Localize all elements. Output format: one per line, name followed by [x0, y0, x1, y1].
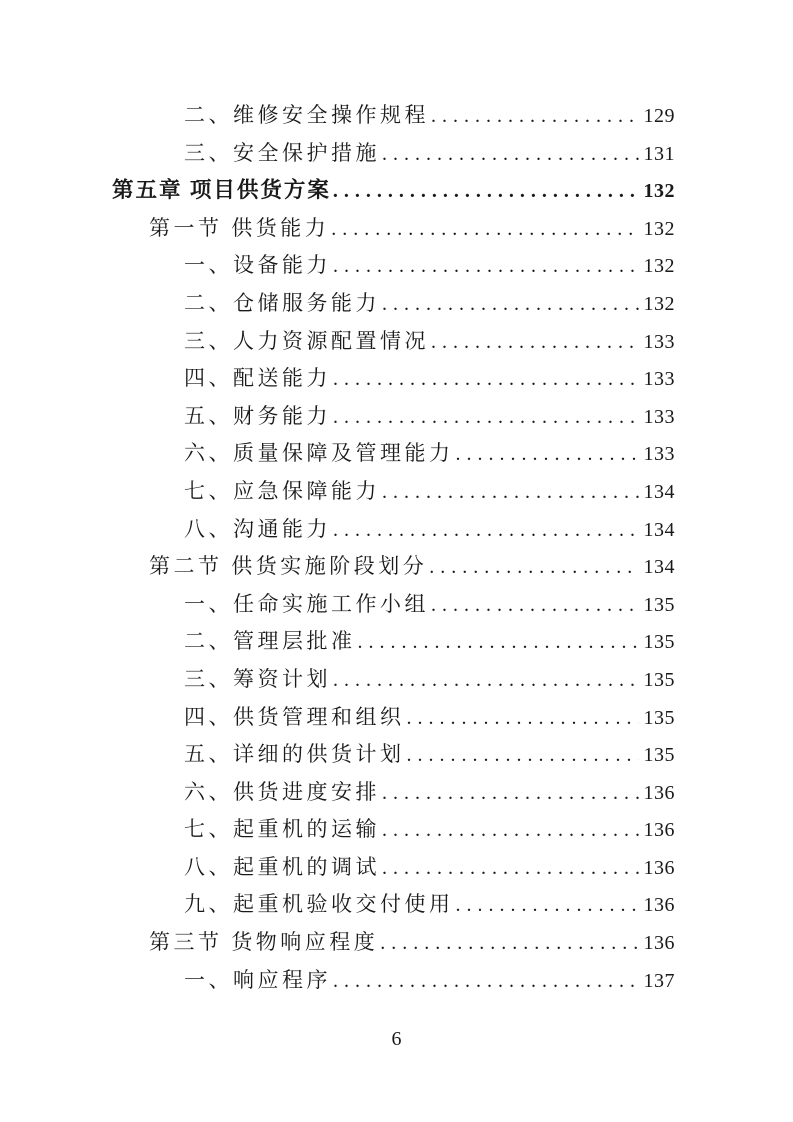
toc-entry-label: 六、质量保障及管理能力 — [184, 441, 454, 466]
toc-entry-page-number: 132 — [643, 180, 675, 203]
toc-entry[interactable] — [112, 886, 675, 924]
toc-entry-label: 七、应急保障能力 — [184, 478, 380, 503]
toc-dot-leader — [331, 211, 638, 249]
toc-entry-page-number: 135 — [643, 631, 675, 654]
toc-entry-page-number: 135 — [643, 706, 675, 729]
toc-entry-page-number: 135 — [643, 744, 675, 767]
toc-entry[interactable] — [112, 774, 675, 812]
toc-entry[interactable] — [112, 548, 675, 586]
toc-dot-leader — [407, 700, 639, 738]
toc-entry-label: 九、起重机验收交付使用 — [184, 892, 454, 917]
toc-entry-page-number: 132 — [643, 255, 675, 278]
toc-entry-label: 二、管理层批准 — [184, 629, 356, 654]
footer-page-number: 6 — [391, 1028, 402, 1050]
toc-dot-leader — [382, 775, 639, 813]
toc-entry[interactable] — [112, 736, 675, 774]
toc-entry[interactable] — [112, 924, 675, 962]
toc-dot-leader — [382, 812, 639, 850]
toc-dot-leader — [429, 549, 638, 587]
toc-dot-leader — [380, 925, 638, 963]
table-of-contents — [112, 97, 675, 999]
toc-entry-label: 六、供货进度安排 — [184, 779, 380, 804]
toc-entry-page-number: 131 — [643, 142, 675, 165]
toc-entry[interactable] — [112, 135, 675, 173]
toc-entry-page-number: 133 — [643, 405, 675, 428]
toc-dot-leader — [382, 136, 639, 174]
toc-entry-page-number: 136 — [643, 894, 675, 917]
toc-entry-page-number: 132 — [643, 292, 675, 315]
toc-entry-label: 一、响应程序 — [184, 967, 331, 992]
toc-dot-leader — [333, 248, 639, 286]
toc-entry[interactable] — [112, 323, 675, 361]
toc-dot-leader — [333, 173, 639, 211]
toc-entry-page-number: 136 — [643, 819, 675, 842]
toc-entry-page-number: 136 — [643, 781, 675, 804]
toc-entry-label: 第二节 供货实施阶段划分 — [149, 554, 428, 579]
toc-dot-leader — [456, 436, 639, 474]
toc-dot-leader — [333, 662, 639, 700]
toc-entry-page-number: 134 — [643, 556, 675, 579]
toc-entry-label: 一、任命实施工作小组 — [184, 591, 429, 616]
toc-entry[interactable] — [112, 586, 675, 624]
toc-dot-leader — [333, 512, 639, 550]
toc-entry[interactable] — [112, 473, 675, 511]
toc-entry[interactable] — [112, 811, 675, 849]
toc-entry-page-number: 137 — [643, 969, 675, 992]
toc-dot-leader — [333, 399, 639, 437]
toc-entry-label: 七、起重机的运输 — [184, 817, 380, 842]
toc-dot-leader — [382, 286, 639, 324]
toc-entry-label: 三、安全保护措施 — [184, 140, 380, 165]
toc-entry-label: 四、供货管理和组织 — [184, 704, 405, 729]
toc-entry-page-number: 135 — [643, 668, 675, 691]
toc-entry[interactable] — [112, 661, 675, 699]
toc-dot-leader — [382, 850, 639, 888]
toc-entry-page-number: 136 — [643, 932, 675, 955]
toc-dot-leader — [456, 887, 639, 925]
toc-entry-page-number: 133 — [643, 443, 675, 466]
toc-entry[interactable] — [112, 699, 675, 737]
toc-entry-page-number: 129 — [643, 105, 675, 127]
toc-dot-leader — [431, 98, 639, 136]
toc-entry[interactable] — [112, 210, 675, 248]
toc-entry-label: 八、起重机的调试 — [184, 854, 380, 879]
toc-dot-leader — [407, 737, 639, 775]
toc-entry-page-number: 134 — [643, 480, 675, 503]
toc-dot-leader — [333, 963, 639, 1001]
page-footer — [0, 1028, 793, 1051]
toc-dot-leader — [431, 324, 639, 362]
toc-entry-label: 第五章 项目供货方案 — [112, 178, 331, 203]
toc-dot-leader — [358, 624, 639, 662]
toc-entry-label: 三、筹资计划 — [184, 666, 331, 691]
toc-dot-leader — [333, 361, 639, 399]
toc-entry[interactable] — [112, 398, 675, 436]
toc-entry[interactable] — [112, 849, 675, 887]
toc-entry-page-number: 133 — [643, 330, 675, 353]
toc-entry-page-number: 132 — [643, 217, 675, 240]
toc-entry[interactable] — [112, 97, 675, 135]
toc-entry[interactable] — [112, 360, 675, 398]
toc-entry[interactable] — [112, 511, 675, 549]
toc-entry[interactable] — [112, 962, 675, 1000]
toc-entry-label: 五、详细的供货计划 — [184, 742, 405, 767]
toc-entry-label: 四、配送能力 — [184, 366, 331, 391]
toc-entry-page-number: 134 — [643, 518, 675, 541]
toc-entry-label: 三、人力资源配置情况 — [184, 328, 429, 353]
toc-entry-label: 二、维修安全操作规程 — [184, 103, 429, 127]
toc-entry[interactable] — [112, 285, 675, 323]
toc-entry[interactable] — [112, 623, 675, 661]
toc-dot-leader — [382, 474, 639, 512]
toc-entry-label: 八、沟通能力 — [184, 516, 331, 541]
toc-entry[interactable] — [112, 435, 675, 473]
toc-entry-label: 第一节 供货能力 — [149, 215, 330, 240]
toc-entry-page-number: 133 — [643, 368, 675, 391]
toc-entry-page-number: 136 — [643, 856, 675, 879]
toc-dot-leader — [431, 587, 639, 625]
toc-entry-label: 一、设备能力 — [184, 253, 331, 278]
toc-entry[interactable] — [112, 172, 675, 210]
toc-entry-label: 二、仓储服务能力 — [184, 290, 380, 315]
toc-entry-label: 第三节 货物响应程度 — [149, 930, 379, 955]
toc-entry-page-number: 135 — [643, 593, 675, 616]
toc-entry-label: 五、财务能力 — [184, 403, 331, 428]
toc-entry[interactable] — [112, 247, 675, 285]
